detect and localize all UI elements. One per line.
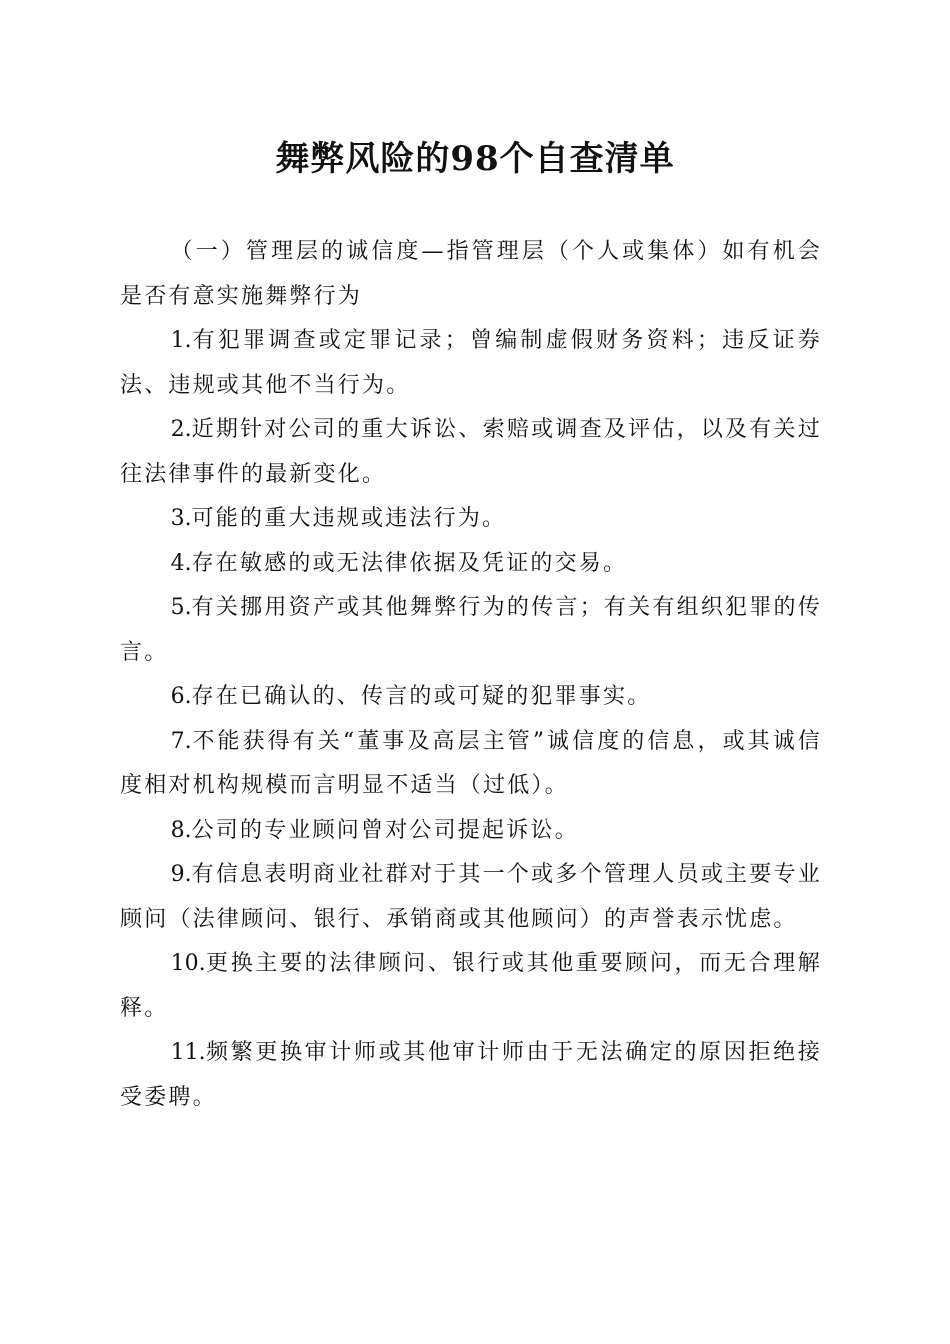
item-text: 存在敏感的或无法律依据及凭证的交易。 bbox=[191, 550, 628, 576]
item-text: 近期针对公司的重大诉讼、索赔或调查及评估，以及有关过往法律事件的最新变化。 bbox=[120, 417, 822, 487]
item-number: 9. bbox=[170, 862, 192, 887]
item-text: 不能获得有关“董事及高层主管”诚信度的信息，或其诚信度相对机构规模而言明显不适当（过低）。 bbox=[120, 728, 822, 798]
checklist-item bbox=[120, 720, 822, 809]
section-heading: （一）管理层的诚信度—指管理层（个人或集体）如有机会是否有意实施舞弊行为 bbox=[120, 239, 822, 309]
checklist-item bbox=[120, 809, 822, 854]
item-number: 11. bbox=[170, 1040, 206, 1065]
item-number: 4. bbox=[170, 550, 192, 576]
document-body bbox=[120, 230, 822, 1120]
item-text: 有信息表明商业社群对于其一个或多个管理人员或主要专业顾问（法律顾问、银行、承销商或其他顾问）的声誉表示忧虑。 bbox=[120, 862, 822, 932]
item-text: 公司的专业顾问曾对公司提起诉讼。 bbox=[191, 817, 579, 843]
checklist-item bbox=[120, 408, 822, 497]
checklist-item bbox=[120, 319, 822, 408]
checklist-item bbox=[120, 1031, 822, 1120]
item-text: 频繁更换审计师或其他审计师由于无法确定的原因拒绝接受委聘。 bbox=[120, 1040, 822, 1110]
checklist-item bbox=[120, 942, 822, 1031]
item-text: 存在已确认的、传言的或可疑的犯罪事实。 bbox=[191, 684, 652, 709]
item-number: 3. bbox=[170, 506, 192, 531]
item-text: 可能的重大违规或违法行为。 bbox=[191, 506, 507, 531]
checklist-item bbox=[120, 586, 822, 675]
checklist-item bbox=[120, 675, 822, 720]
item-number: 6. bbox=[170, 684, 192, 709]
checklist-item bbox=[120, 853, 822, 942]
checklist-item bbox=[120, 542, 822, 587]
item-text: 更换主要的法律顾问、银行或其他重要顾问，而无合理解释。 bbox=[120, 951, 822, 1021]
item-number: 10. bbox=[170, 951, 206, 976]
checklist-item bbox=[120, 497, 822, 542]
item-number: 1. bbox=[170, 328, 192, 353]
item-text: 有犯罪调查或定罪记录；曾编制虚假财务资料；违反证券法、违规或其他不当行为。 bbox=[120, 328, 822, 398]
document-title: 舞弊风险的98个自查清单 bbox=[275, 139, 675, 179]
item-number: 7. bbox=[170, 728, 192, 754]
item-text: 有关挪用资产或其他舞弊行为的传言；有关有组织犯罪的传言。 bbox=[120, 595, 822, 665]
item-number: 5. bbox=[170, 595, 192, 620]
item-number: 2. bbox=[170, 417, 192, 442]
item-number: 8. bbox=[170, 817, 192, 843]
